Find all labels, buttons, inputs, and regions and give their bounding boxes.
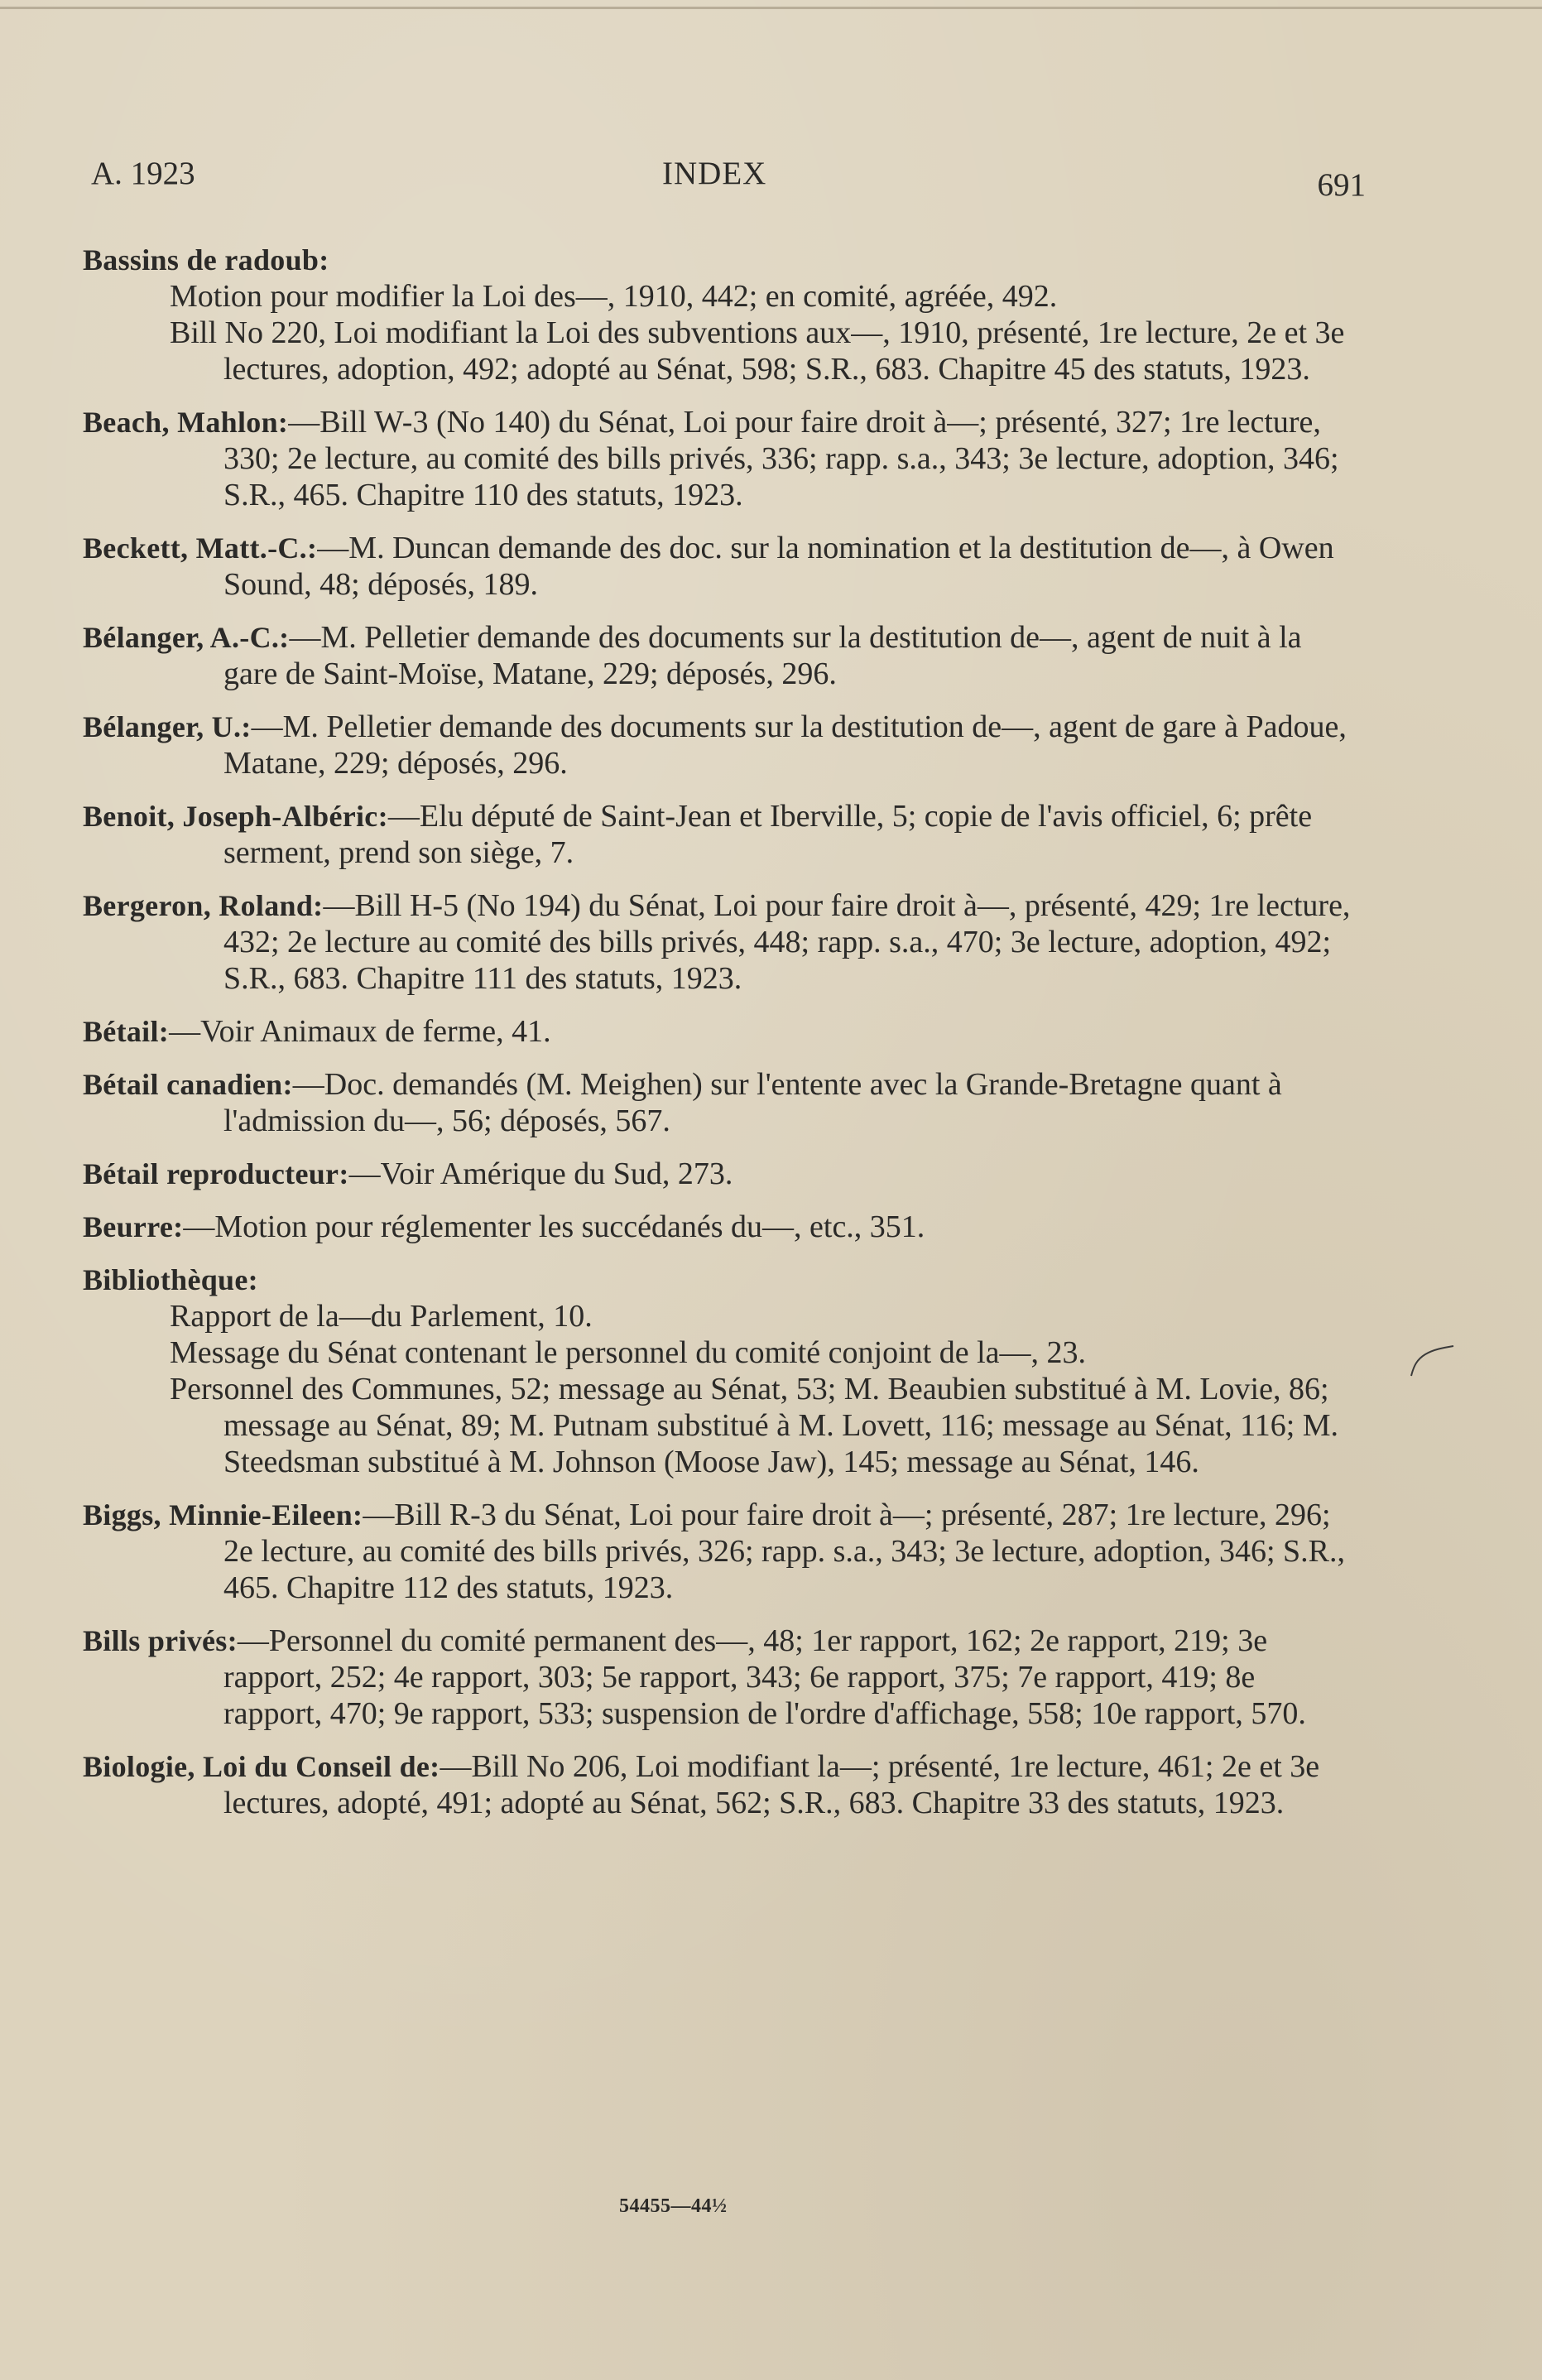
entry-heading: Beckett, Matt.-C.:	[83, 531, 318, 565]
entry-text: —M. Pelletier demande des documents sur la destitution de—, agent de nuit à la gare de Saint-Moïse, Matane, 229; déposés, 296.	[223, 620, 1302, 691]
index-entry-betail-reproducteur	[83, 1156, 1357, 1192]
entry-heading: Bergeron, Roland:	[83, 889, 324, 922]
entry-heading: Bassins de radoub:	[83, 243, 329, 276]
index-entry-belanger-u	[83, 709, 1357, 781]
index-entry-beckett	[83, 530, 1357, 603]
entry-text: —Bill No 206, Loi modifiant la—; présenté, 1re lecture, 461; 2e et 3e lectures, adopté, 491; adopté au Sénat, 562; S.R., 683. Chapitre 33 des statuts, 1923.	[223, 1749, 1320, 1820]
index-entries	[83, 242, 1357, 1838]
entry-text: —Personnel du comité permanent des—, 48; 1er rapport, 162; 2e rapport, 219; 3e rapport, 252; 4e rapport, 303; 5e rapport, 343; 6e rapport, 375; 7e rapport, 419; 8e rapport, 470; 9e rapport, 533; suspension de l'ordre d'affichage, 558; 10e rapport, 570.	[223, 1623, 1306, 1731]
header-year: A. 1923	[91, 156, 195, 191]
index-entry-bergeron	[83, 887, 1357, 997]
entry-text: —Voir Amérique du Sud, 273.	[348, 1156, 733, 1191]
printer-signature: 54455—44½	[619, 2195, 728, 2217]
entry-heading: Beurre:	[83, 1210, 184, 1243]
entry-heading: Bétail reproducteur:	[83, 1157, 349, 1190]
entry-subitem: Rapport de la—du Parlement, 10.	[170, 1299, 593, 1334]
entry-heading: Bétail canadien:	[83, 1068, 293, 1101]
entry-heading: Bills privés:	[83, 1624, 238, 1657]
index-entry-bills-prives	[83, 1623, 1357, 1732]
entry-heading: Benoit, Joseph-Albéric:	[83, 800, 388, 833]
entry-text: —Motion pour réglementer les succédanés du—, etc., 351.	[183, 1209, 925, 1244]
index-entry-bassins	[83, 242, 1357, 387]
index-entry-belanger-ac	[83, 619, 1357, 692]
entry-heading: Bétail:	[83, 1015, 170, 1048]
entry-text: —Bill R-3 du Sénat, Loi pour faire droit à—; présenté, 287; 1re lecture, 296; 2e lecture, au comité des bills privés, 326; rapp. s.a., 343; 3e lecture, adoption, 346; S.R., 465. Chapitre 112 des statuts, 1923.	[223, 1498, 1346, 1605]
entry-heading: Biggs, Minnie-Eileen:	[83, 1498, 363, 1531]
entry-subitem: Motion pour modifier la Loi des—, 1910, 442; en comité, agréée, 492.	[170, 279, 1058, 314]
entry-subitem: Personnel des Communes, 52; message au Sénat, 53; M. Beaubien substitué à M. Lovie, 86; message au Sénat, 89; M. Putnam substitué à M. Lovett, 116; message au Sénat, 116; M. Steedsman substitué à M. Johnson (Moose Jaw), 145; message au Sénat, 146.	[170, 1372, 1339, 1479]
page-header	[91, 151, 1366, 201]
entry-heading: Biologie, Loi du Conseil de:	[83, 1750, 440, 1783]
entry-text: —Bill H-5 (No 194) du Sénat, Loi pour faire droit à—, présenté, 429; 1re lecture, 432; 2e lecture au comité des bills privés, 448; rapp. s.a., 470; 3e lecture, adoption, 492; S.R., 683. Chapitre 111 des statuts, 1923.	[223, 888, 1351, 996]
entry-heading: Bibliothèque:	[83, 1263, 258, 1296]
index-entry-biggs	[83, 1497, 1357, 1606]
top-edge-rule	[0, 7, 1542, 9]
entry-subitem: Message du Sénat contenant le personnel du comité conjoint de la—, 23.	[170, 1335, 1086, 1370]
index-entry-beach	[83, 404, 1357, 513]
entry-text: —Elu député de Saint-Jean et Iberville, 5; copie de l'avis officiel, 6; prête serment, prend son siège, 7.	[223, 799, 1313, 870]
header-title: INDEX	[662, 156, 767, 191]
entry-heading: Bélanger, U.:	[83, 710, 252, 743]
entry-text: —Doc. demandés (M. Meighen) sur l'entente avec la Grande-Bretagne quant à l'admission du—, 56; déposés, 567.	[223, 1067, 1282, 1138]
page-number: 691	[1317, 167, 1366, 203]
entry-text: —M. Duncan demande des doc. sur la nomination et la destitution de—, à Owen Sound, 48; déposés, 189.	[223, 531, 1334, 602]
index-entry-bibliotheque	[83, 1262, 1357, 1480]
entry-text: —M. Pelletier demande des documents sur la destitution de—, agent de gare à Padoue, Matane, 229; déposés, 296.	[223, 709, 1347, 781]
index-entry-betail	[83, 1013, 1357, 1050]
entry-heading: Bélanger, A.-C.:	[83, 621, 290, 654]
index-entry-benoit	[83, 798, 1357, 871]
entry-subitem: Bill No 220, Loi modifiant la Loi des subventions aux—, 1910, présenté, 1re lecture, 2e et 3e lectures, adoption, 492; adopté au Sénat, 598; S.R., 683. Chapitre 45 des statuts, 1923.	[170, 315, 1345, 387]
pencil-check-mark	[1407, 1341, 1457, 1387]
entry-heading: Beach, Mahlon:	[83, 406, 289, 439]
entry-text: —Bill W-3 (No 140) du Sénat, Loi pour faire droit à—; présenté, 327; 1re lecture, 330; 2e lecture, au comité des bills privés, 336; rapp. s.a., 343; 3e lecture, adoption, 346; S.R., 465. Chapitre 110 des statuts, 1923.	[223, 405, 1339, 512]
entry-text: —Voir Animaux de ferme, 41.	[169, 1014, 551, 1049]
index-entry-betail-canadien	[83, 1066, 1357, 1139]
index-entry-beurre	[83, 1209, 1357, 1245]
index-entry-biologie	[83, 1748, 1357, 1821]
